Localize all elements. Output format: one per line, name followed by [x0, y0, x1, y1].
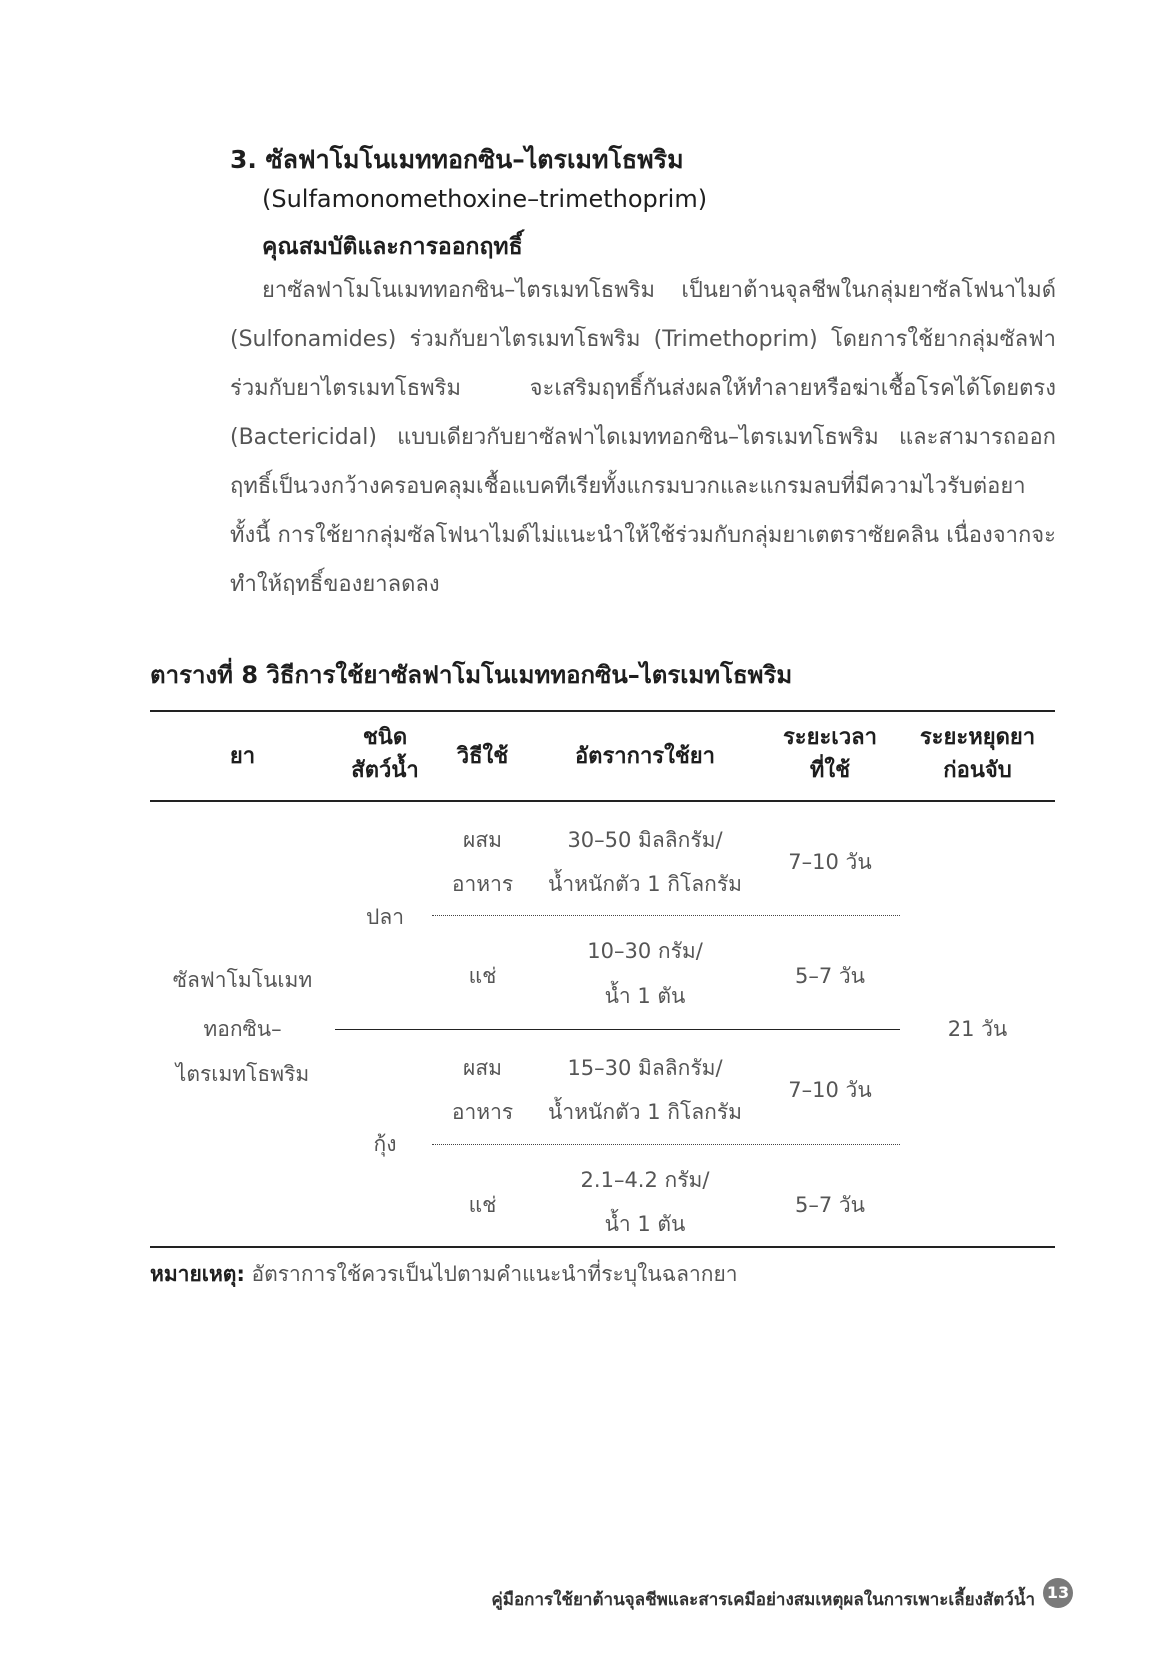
header-drug: ยา [229, 744, 256, 769]
shrimp-feed-method-line1: ผสม [463, 1056, 502, 1080]
header-duration-line1: ระยะเวลา [782, 725, 878, 750]
section-heading: 3. ซัลฟาโมโนเมททอกซิน–ไตรเมทโธพริม [230, 145, 684, 174]
table-title: ตารางที่ 8 วิธีการใช้ยาซัลฟาโมโนเมททอกซิน–ไตรเมทโธพริม [150, 661, 793, 689]
table-bottom-rule [150, 1246, 1055, 1248]
shrimp-feed-dose-line2: น้ำหนักตัว 1 กิโลกรัม [548, 1100, 742, 1124]
header-dosage: อัตราการใช้ยา [574, 744, 716, 769]
table-top-rule [150, 710, 1055, 712]
properties-heading: คุณสมบัติและการออกฤทธิ์ [262, 234, 523, 260]
header-withdrawal-line1: ระยะหยุดยา [919, 725, 1036, 750]
fish-row-divider [432, 915, 900, 916]
drug-name-line3: ไตรเมทโธพริม [175, 1062, 310, 1086]
header-animal-line2: สัตว์น้ำ [351, 758, 419, 783]
table-note [150, 1258, 738, 1291]
fish-bath-dose-line2: น้ำ 1 ตัน [604, 984, 686, 1008]
shrimp-feed-dose-line1: 15–30 มิลลิกรัม/ [567, 1056, 723, 1080]
fish-feed-dose-line2: น้ำหนักตัว 1 กิโลกรัม [548, 872, 742, 896]
header-withdrawal-line2: ก่อนจับ [943, 758, 1012, 783]
header-animal-line1: ชนิด [362, 725, 408, 750]
animal-fish: ปลา [366, 905, 404, 929]
shrimp-bath-method: แช่ [468, 1193, 497, 1217]
shrimp-feed-duration: 7–10 วัน [788, 1078, 872, 1102]
page-number: 13 [1043, 1578, 1073, 1608]
table-header-rule [150, 800, 1055, 802]
note-text: อัตราการใช้ควรเป็นไปตามคำแนะนำที่ระบุในฉลากยา [244, 1262, 738, 1286]
fish-feed-duration: 7–10 วัน [788, 850, 872, 874]
fish-feed-dose-line1: 30–50 มิลลิกรัม/ [567, 828, 723, 852]
shrimp-feed-method-line2: อาหาร [451, 1100, 514, 1124]
fish-bath-duration: 5–7 วัน [794, 964, 866, 988]
header-method: วิธีใช้ [456, 744, 509, 769]
note-label: หมายเหตุ: [150, 1262, 245, 1286]
fish-shrimp-divider [335, 1029, 900, 1030]
fish-bath-method: แช่ [468, 964, 497, 988]
section-english-name: (Sulfamonomethoxine–trimethoprim) [262, 185, 708, 213]
shrimp-bath-duration: 5–7 วัน [794, 1193, 866, 1217]
shrimp-bath-dose-line2: น้ำ 1 ตัน [604, 1212, 686, 1236]
drug-name-line1: ซัลฟาโมโนเมท [172, 968, 313, 992]
paragraph-text: ยาซัลฟาโมโนเมททอกซิน–ไตรเมทโธพริม เป็นยาต้านจุลชีพในกลุ่มยาซัลโฟนาไมด์ (Sulfonamides) ร่วมกับยาไตรเมทโธพริม (Trimethoprim) โดยการใช้ยากลุ่มซัลฟาร่วมกับยาไตรเมทโธพริม จะเสริมฤทธิ์กันส่งผลให้ทำลายหรือฆ่าเชื้อโรคได้โดยตรง (Bactericidal) แบบเดียวกับยาซัลฟาไดเมททอกซิน–ไตรเมทโธพริม และสามารถออกฤทธิ์เป็นวงกว้างครอบคลุมเชื้อแบคทีเรียทั้งแกรมบวกและแกรมลบที่มีความไวรับต่อยา ทั้งนี้ การใช้ยากลุ่มซัลโฟนาไมด์ไม่แนะนำให้ใช้ร่วมกับกลุ่มยาเตตราซัยคลิน เนื่องจากจะทำให้ฤทธิ์ของยาลดลง [230, 278, 1056, 597]
drug-name-line2: ทอกซิน– [203, 1017, 282, 1041]
withdrawal-period: 21 วัน [947, 1017, 1008, 1041]
fish-bath-dose-line1: 10–30 กรัม/ [587, 939, 703, 963]
fish-feed-method-line2: อาหาร [451, 872, 514, 896]
animal-shrimp: กุ้ง [373, 1132, 397, 1156]
properties-paragraph [230, 266, 1056, 609]
shrimp-bath-dose-line1: 2.1–4.2 กรัม/ [580, 1168, 710, 1192]
shrimp-row-divider [432, 1144, 900, 1145]
header-duration-line2: ที่ใช้ [809, 758, 851, 783]
fish-feed-method-line1: ผสม [463, 828, 502, 852]
footer-title: คู่มือการใช้ยาต้านจุลชีพและสารเคมีอย่างสมเหตุผลในการเพาะเลี้ยงสัตว์น้ำ [491, 1590, 1035, 1610]
